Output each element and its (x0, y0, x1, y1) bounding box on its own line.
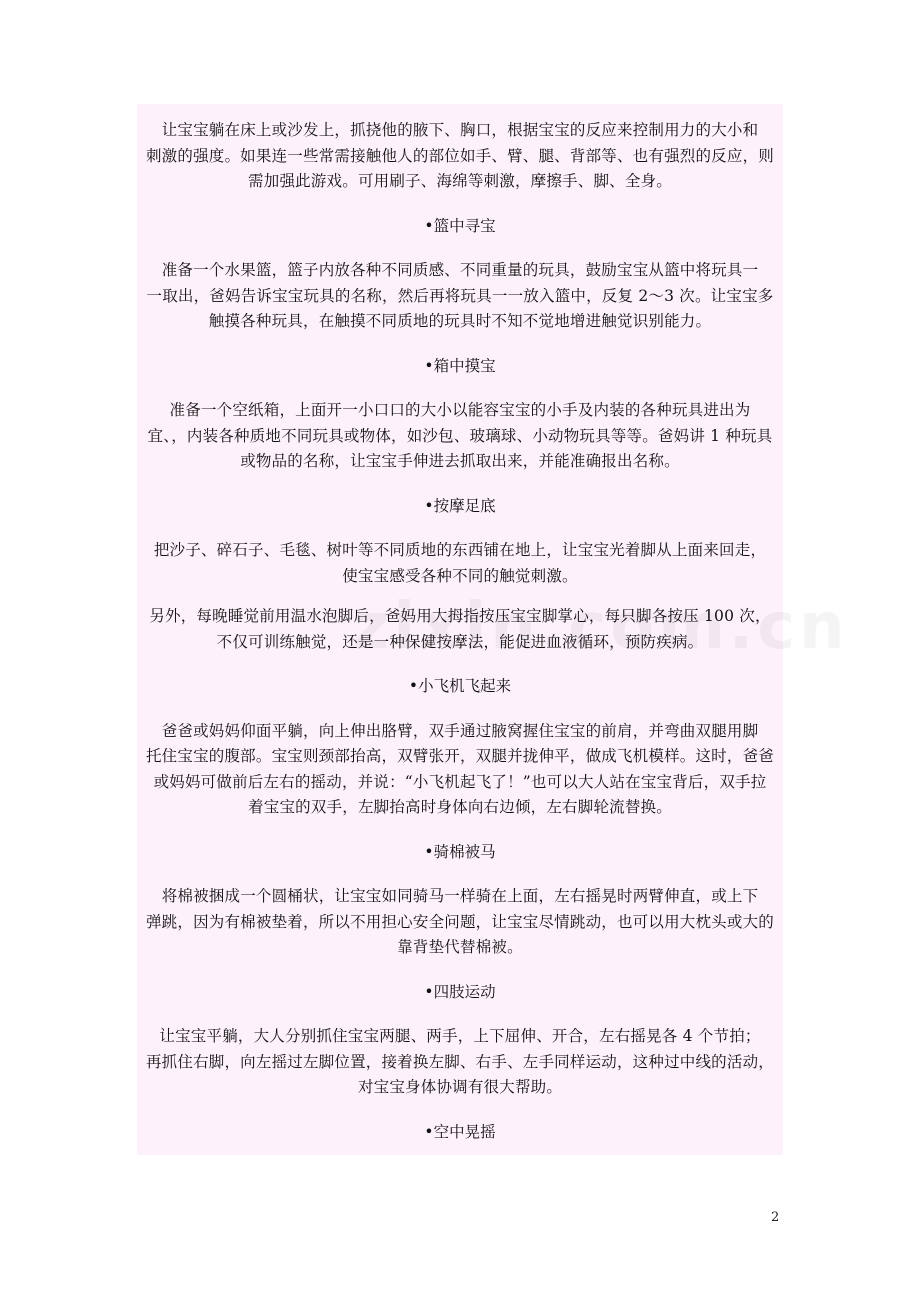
section-heading-limb-exercise: •四肢运动 (424, 982, 496, 1001)
paragraph-line: 触摸各种玩具，在触摸不同质地的玩具时不知不觉地增进触觉识别能力。 (208, 312, 712, 330)
paragraph-box-treasure (137, 398, 783, 475)
page-number: 2 (771, 1210, 780, 1225)
paragraph-line: 一取出，爸妈告诉宝宝玩具的名称，然后再将玩具一一放入篮中，反复 2～3 次。让宝宝多 (146, 286, 774, 305)
document-content-block (137, 104, 783, 1155)
paragraph-line: 靠背垫代替棉被。 (397, 938, 523, 956)
paragraph-tickle-game (137, 118, 783, 195)
section-heading-quilt-horse: •骑棉被马 (424, 842, 496, 861)
paragraph-limb-exercise (137, 1024, 783, 1101)
paragraph-foot-massage (137, 538, 783, 589)
paragraph-line: 或物品的名称，让宝宝手伸进去抓取出来，并能准确报出名称。 (240, 452, 680, 470)
paragraph-foot-soak (137, 604, 783, 655)
section-heading-air-swing: •空中晃摇 (424, 1122, 496, 1141)
paragraph-line: 将棉被捆成一个圆桶状，让宝宝如同骑马一样骑在上面，左右摇晃时两臂伸直，或上下 (161, 887, 759, 905)
paragraph-line: 着宝宝的双手，左脚抬高时身体向右边倾，左右脚轮流替换。 (248, 798, 672, 816)
paragraph-line: 使宝宝感受各种不同的触觉刺激。 (342, 566, 578, 585)
paragraph-line: 让宝宝平躺，大人分别抓住宝宝两腿、两手，上下屈伸、开合，左右摇晃各 4 个节拍； (159, 1027, 761, 1045)
paragraph-line: 托住宝宝的腹部。宝宝则颈部抬高，双臂张开，双腿并拢伸平，做成飞机模样。这时，爸爸 (145, 747, 774, 765)
section-heading-foot-massage: •按摩足底 (424, 496, 496, 515)
section-heading-little-airplane: •小飞机飞起来 (408, 677, 512, 695)
section-heading-basket-treasure: •篮中寻宝 (424, 216, 496, 235)
paragraph-line: 不仅可训练触觉，还是一种保健按摩法，能促进血液循环，预防疾病。 (216, 632, 704, 651)
paragraph-line: 宜、，内装各种质地不同玩具或物体，如沙包、玻璃球、小动物玩具等等。爸妈讲 1 种玩具 (147, 426, 773, 445)
paragraph-line: 对宝宝身体协调有很大帮助。 (357, 1078, 563, 1096)
paragraph-line: 准备一个空纸箱，上面开一小口口的大小以能容宝宝的小手及内装的各种玩具进出为 (169, 401, 751, 419)
paragraph-line: 另外，每晚睡觉前用温水泡脚后，爸妈用大拇指按压宝宝脚掌心，每只脚各按压 100 次， (149, 607, 771, 625)
section-heading-box-treasure: •箱中摸宝 (424, 356, 496, 375)
paragraph-line: 再抓住右脚，向左摇过左脚位置，接着换左脚、右手、左手同样运动，这种过中线的活动， (145, 1052, 774, 1071)
paragraph-line: 爸爸或妈妈仰面平躺，向上伸出胳臂，双手通过腋窝握住宝宝的前肩，并弯曲双腿用脚 (161, 721, 759, 740)
paragraph-line: 刺激的强度。如果连一些常需接触他人的部位如手、臂、腿、背部等、也有强烈的反应，则 (145, 146, 774, 165)
paragraph-line: 或妈妈可做前后左右的摇动，并说：“小飞机起飞了！”也可以大人站在宝宝背后，双手拉 (153, 772, 767, 791)
paragraph-basket-treasure (137, 258, 783, 335)
paragraph-line: 把沙子、碎石子、毛毯、树叶等不同质地的东西铺在地上，让宝宝光着脚从上面来回走， (153, 541, 767, 559)
paragraph-line: 需加强此游戏。可用刷子、海绵等刺激，摩擦手、脚、全身。 (248, 172, 672, 190)
paragraph-quilt-horse (137, 884, 783, 961)
paragraph-line: 准备一个水果篮，篮子内放各种不同质感、不同重量的玩具，鼓励宝宝从篮中将玩具一 (161, 261, 759, 279)
paragraph-little-airplane (137, 719, 783, 821)
paragraph-line: 让宝宝躺在床上或沙发上，抓挠他的腋下、胸口，根据宝宝的反应来控制用力的大小和 (161, 121, 759, 139)
paragraph-line: 弹跳，因为有棉被垫着，所以不用担心安全问题，让宝宝尽情跳动，也可以用大枕头或大的 (145, 912, 774, 931)
